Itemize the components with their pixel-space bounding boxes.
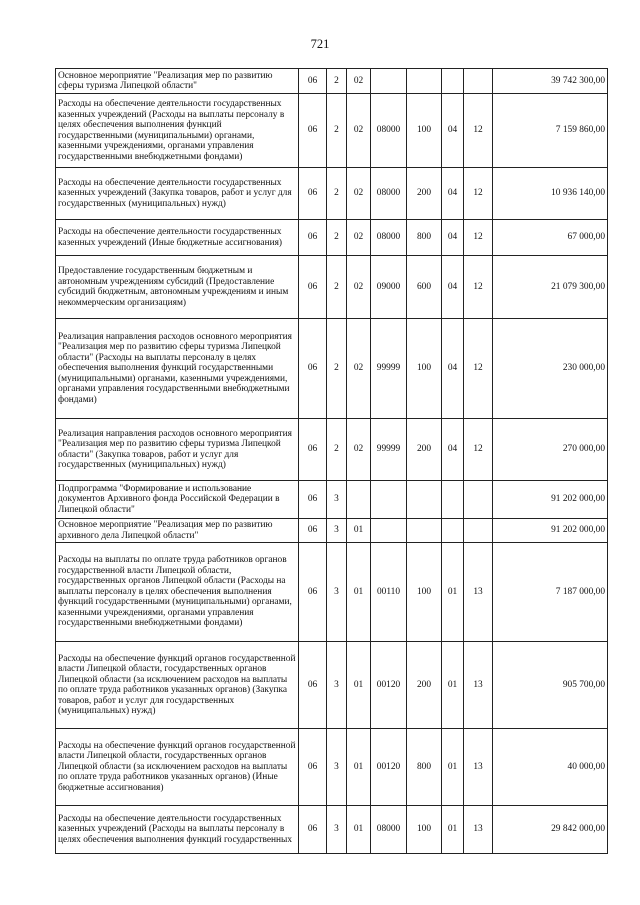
code-program: 06	[299, 94, 327, 168]
row-description: Расходы на обеспечение функций органов государственной власти Липецкой области, государственных органов Липецкой области (за исключением расходов на выплаты по оплате труда работников указанных органов) (Закупка товаров, работ и услуг для государственных (муниципальных) нужд)	[56, 642, 299, 729]
row-amount: 905 700,00	[493, 642, 608, 729]
code-subsection: 12	[464, 419, 493, 481]
table-row	[56, 94, 608, 168]
code-subprogram: 2	[327, 94, 347, 168]
table-row	[56, 319, 608, 419]
code-direction	[371, 69, 407, 94]
row-amount: 40 000,00	[493, 729, 608, 806]
code-event: 01	[347, 543, 371, 642]
code-section: 04	[442, 319, 464, 419]
code-subsection: 13	[464, 729, 493, 806]
code-program: 06	[299, 519, 327, 543]
code-direction: 08000	[371, 806, 407, 854]
code-program: 06	[299, 729, 327, 806]
code-expense-type	[407, 519, 442, 543]
code-event: 02	[347, 256, 371, 319]
row-amount: 91 202 000,00	[493, 519, 608, 543]
code-subsection: 12	[464, 256, 493, 319]
code-subprogram: 3	[327, 729, 347, 806]
code-expense-type: 800	[407, 729, 442, 806]
code-program: 06	[299, 806, 327, 854]
code-subsection: 13	[464, 642, 493, 729]
row-description: Основное мероприятие "Реализация мер по развитию архивного дела Липецкой области"	[56, 519, 299, 543]
code-program: 06	[299, 319, 327, 419]
row-description: Расходы на обеспечение деятельности государственных казенных учреждений (Расходы на выплаты персоналу в целях обеспечения выполнения функций государственными (муниципальными) органами, казенными учреждениями, органами управления государственными внебюджетными фондами)	[56, 94, 299, 168]
code-section: 04	[442, 168, 464, 220]
code-expense-type: 100	[407, 94, 442, 168]
code-program: 06	[299, 642, 327, 729]
code-section: 01	[442, 806, 464, 854]
table-row	[56, 519, 608, 543]
code-direction: 99999	[371, 419, 407, 481]
code-subprogram: 2	[327, 419, 347, 481]
code-expense-type: 200	[407, 168, 442, 220]
code-section: 04	[442, 220, 464, 256]
row-amount: 230 000,00	[493, 319, 608, 419]
code-expense-type: 600	[407, 256, 442, 319]
code-section	[442, 519, 464, 543]
code-subprogram: 2	[327, 220, 347, 256]
table-row	[56, 806, 608, 854]
code-direction: 09000	[371, 256, 407, 319]
code-section: 04	[442, 419, 464, 481]
code-direction: 08000	[371, 220, 407, 256]
row-description: Расходы на обеспечение деятельности государственных казенных учреждений (Иные бюджетные ассигнования)	[56, 220, 299, 256]
table-row	[56, 256, 608, 319]
row-amount: 91 202 000,00	[493, 481, 608, 519]
code-event	[347, 481, 371, 519]
code-expense-type	[407, 481, 442, 519]
table-row	[56, 729, 608, 806]
code-subsection: 13	[464, 806, 493, 854]
code-expense-type: 100	[407, 319, 442, 419]
code-subsection: 13	[464, 543, 493, 642]
code-event: 02	[347, 94, 371, 168]
code-section: 04	[442, 94, 464, 168]
table-row	[56, 419, 608, 481]
code-expense-type: 200	[407, 642, 442, 729]
code-direction: 99999	[371, 319, 407, 419]
row-description: Предоставление государственным бюджетным и автономным учреждениям субсидий (Предоставление субсидий бюджетным, автономным учреждениям и иным некоммерческим организациям)	[56, 256, 299, 319]
row-amount: 10 936 140,00	[493, 168, 608, 220]
code-subsection	[464, 519, 493, 543]
code-event: 02	[347, 319, 371, 419]
code-direction: 00120	[371, 642, 407, 729]
code-expense-type	[407, 69, 442, 94]
code-subsection	[464, 481, 493, 519]
code-expense-type: 100	[407, 543, 442, 642]
code-subprogram: 3	[327, 543, 347, 642]
row-description: Расходы на обеспечение деятельности государственных казенных учреждений (Расходы на выплаты персоналу в целях обеспечения выполнения функций государственных	[56, 806, 299, 854]
row-amount: 7 187 000,00	[493, 543, 608, 642]
page-number: 721	[310, 37, 330, 51]
code-program: 06	[299, 419, 327, 481]
code-subprogram: 3	[327, 806, 347, 854]
code-event: 01	[347, 729, 371, 806]
table-row	[56, 481, 608, 519]
code-expense-type: 100	[407, 806, 442, 854]
code-direction: 08000	[371, 168, 407, 220]
code-program: 06	[299, 220, 327, 256]
code-subprogram: 2	[327, 256, 347, 319]
row-amount: 270 000,00	[493, 419, 608, 481]
code-section: 01	[442, 642, 464, 729]
code-subprogram: 3	[327, 519, 347, 543]
table-row	[56, 642, 608, 729]
code-subprogram: 2	[327, 69, 347, 94]
row-description: Основное мероприятие "Реализация мер по развитию сферы туризма Липецкой области"	[56, 69, 299, 94]
table-row	[56, 69, 608, 94]
row-description: Подпрограмма "Формирование и использование документов Архивного фонда Российской Федерации в Липецкой области"	[56, 481, 299, 519]
budget-table	[55, 68, 608, 854]
row-amount: 39 742 300,00	[493, 69, 608, 94]
row-description: Реализация направления расходов основного мероприятия "Реализация мер по развитию сферы туризма Липецкой области" (Расходы на выплаты персоналу в целях обеспечения выполнения функций государственными (муниципальными) органами, казенными учреждениями, органами управления государственными внебюджетными фондами)	[56, 319, 299, 419]
code-direction: 00110	[371, 543, 407, 642]
row-amount: 7 159 860,00	[493, 94, 608, 168]
code-subsection	[464, 69, 493, 94]
code-subsection: 12	[464, 168, 493, 220]
code-expense-type: 200	[407, 419, 442, 481]
code-program: 06	[299, 543, 327, 642]
code-section: 04	[442, 256, 464, 319]
code-direction: 00120	[371, 729, 407, 806]
code-event: 01	[347, 806, 371, 854]
code-subsection: 12	[464, 220, 493, 256]
code-section: 01	[442, 729, 464, 806]
code-program: 06	[299, 256, 327, 319]
code-event: 02	[347, 419, 371, 481]
code-direction	[371, 519, 407, 543]
code-program: 06	[299, 481, 327, 519]
row-amount: 21 079 300,00	[493, 256, 608, 319]
table-row	[56, 220, 608, 256]
code-subprogram: 2	[327, 319, 347, 419]
code-event: 02	[347, 168, 371, 220]
code-section	[442, 69, 464, 94]
row-description: Расходы на выплаты по оплате труда работников органов государственной власти Липецкой области, государственных органов Липецкой области (Расходы на выплаты персоналу в целях обеспечения выполнения функций государственными (муниципальными) органами, казенными учреждениями, органами управления государственными внебюджетными фондами)	[56, 543, 299, 642]
row-description: Расходы на обеспечение деятельности государственных казенных учреждений (Закупка товаров, работ и услуг для государственных (муниципальных) нужд)	[56, 168, 299, 220]
code-subprogram: 2	[327, 168, 347, 220]
code-subsection: 12	[464, 94, 493, 168]
table-row	[56, 168, 608, 220]
code-subsection: 12	[464, 319, 493, 419]
code-direction: 08000	[371, 94, 407, 168]
code-event: 02	[347, 220, 371, 256]
code-direction	[371, 481, 407, 519]
row-description: Расходы на обеспечение функций органов государственной власти Липецкой области, государственных органов Липецкой области (за исключением расходов на выплаты по оплате труда работников указанных органов) (Иные бюджетные ассигнования)	[56, 729, 299, 806]
code-event: 02	[347, 69, 371, 94]
row-amount: 29 842 000,00	[493, 806, 608, 854]
row-description: Реализация направления расходов основного мероприятия "Реализация мер по развитию сферы туризма Липецкой области" (Закупка товаров, работ и услуг для государственных (муниципальных) нужд)	[56, 419, 299, 481]
row-amount: 67 000,00	[493, 220, 608, 256]
code-program: 06	[299, 69, 327, 94]
code-subprogram: 3	[327, 642, 347, 729]
code-event: 01	[347, 519, 371, 543]
code-expense-type: 800	[407, 220, 442, 256]
code-section	[442, 481, 464, 519]
code-subprogram: 3	[327, 481, 347, 519]
code-program: 06	[299, 168, 327, 220]
code-section: 01	[442, 543, 464, 642]
code-event: 01	[347, 642, 371, 729]
table-row	[56, 543, 608, 642]
